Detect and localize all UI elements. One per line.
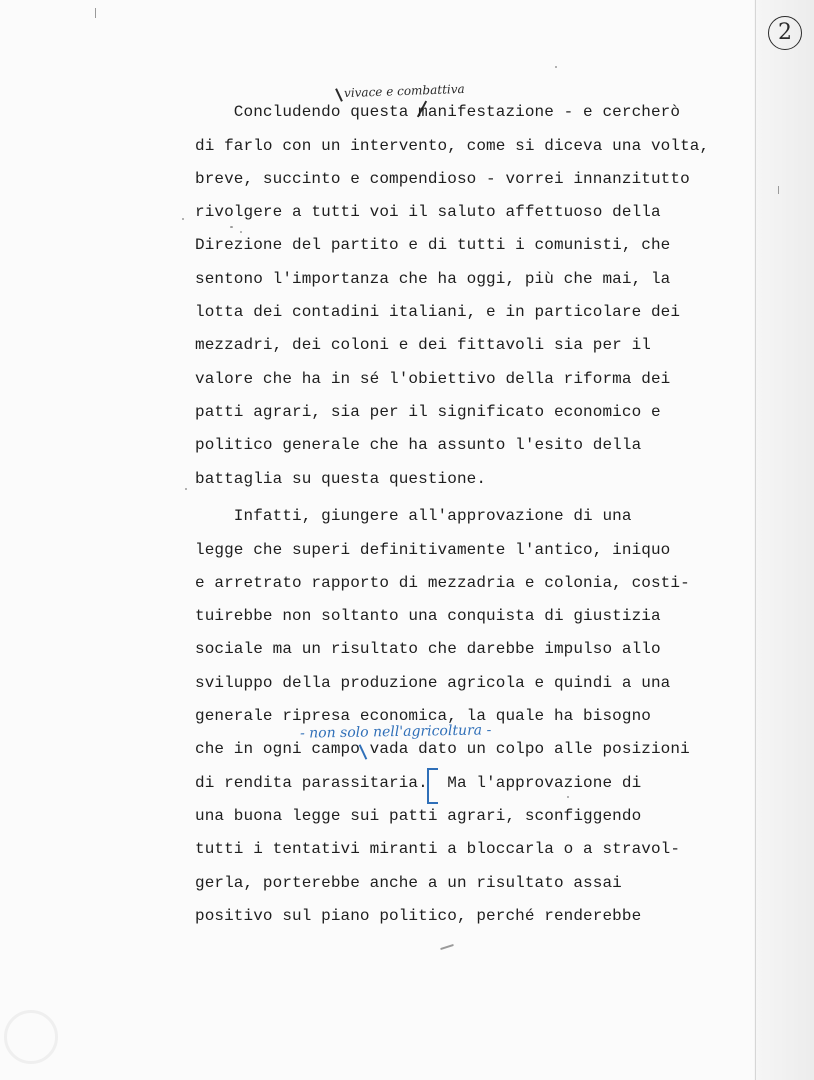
paragraph-2-line-3: e arretrato rapporto di mezzadria e colonia, costi- (195, 574, 690, 592)
paragraph-1-line-12: battaglia su questa questione. (195, 470, 487, 488)
paragraph-2-line-1: Infatti, giungere all'approvazione di una (195, 507, 632, 525)
paragraph-2-line-9: di rendita parassitaria. Ma l'approvazione di (195, 774, 642, 792)
scan-speck (440, 944, 454, 950)
scan-speck (778, 186, 779, 194)
paragraph-2-line-6: sviluppo della produzione agricola e quindi a una (195, 674, 671, 692)
paragraph-2-line-7: generale ripresa economica, la quale ha bisogno (195, 707, 651, 725)
paragraph-1-line-7: lotta dei contadini italiani, e in particolare dei (195, 303, 681, 321)
page-number-circle: 2 (768, 16, 802, 50)
paragraph-1-line-6: sentono l'importanza che ha oggi, più che mai, la (195, 270, 671, 288)
paragraph-2-line-4: tuirebbe non soltanto una conquista di giustizia (195, 607, 661, 625)
paragraph-2-line-2: legge che superi definitivamente l'antico, iniquo (195, 541, 671, 559)
paragraph-1-line-5: Direzione del partito e di tutti i comunisti, che (195, 236, 671, 254)
paragraph-1-line-3: breve, succinto e compendioso - vorrei innanzitutto (195, 170, 690, 188)
insert-caret-top (335, 88, 343, 102)
scan-speck (567, 796, 569, 798)
scanner-edge (754, 0, 814, 1080)
paragraph-2-line-5: sociale ma un risultato che darebbe impulso allo (195, 640, 661, 658)
scan-speck (230, 226, 233, 228)
paragraph-1-line-9: valore che ha in sé l'obiettivo della riforma dei (195, 370, 671, 388)
paragraph-2-line-12: gerla, porterebbe anche a un risultato assai (195, 874, 622, 892)
paragraph-2-line-10: una buona legge sui patti agrari, sconfiggendo (195, 807, 642, 825)
paragraph-1-line-1: Concludendo questa manifestazione - e cercherò (195, 103, 681, 121)
scan-speck (555, 66, 557, 68)
paragraph-2-line-13: positivo sul piano politico, perché renderebbe (195, 907, 642, 925)
handwritten-insert-top: vivace e combattiva (343, 81, 465, 101)
handwritten-insert-middle: - non solo nell'agricoltura - (299, 722, 492, 742)
paragraph-1-line-8: mezzadri, dei coloni e dei fittavoli sia per il (195, 336, 651, 354)
paragraph-1-line-4: rivolgere a tutti voi il saluto affettuoso della (195, 203, 661, 221)
scan-speck (95, 8, 96, 18)
blue-bracket-mark (427, 768, 438, 804)
paragraph-1-line-2: di farlo con un intervento, come si diceva una volta, (195, 137, 710, 155)
scan-speck (185, 488, 187, 490)
archive-watermark (4, 1010, 58, 1064)
page-edge-line (755, 0, 756, 1080)
paragraph-1-line-11: politico generale che ha assunto l'esito della (195, 436, 642, 454)
paragraph-1-line-10: patti agrari, sia per il significato economico e (195, 403, 661, 421)
scan-speck (240, 231, 242, 233)
paragraph-2-line-11: tutti i tentativi miranti a bloccarla o a stravol- (195, 840, 681, 858)
paragraph-2-line-8: che in ogni campo vada dato un colpo alle posizioni (195, 740, 690, 758)
scan-speck (182, 218, 184, 220)
